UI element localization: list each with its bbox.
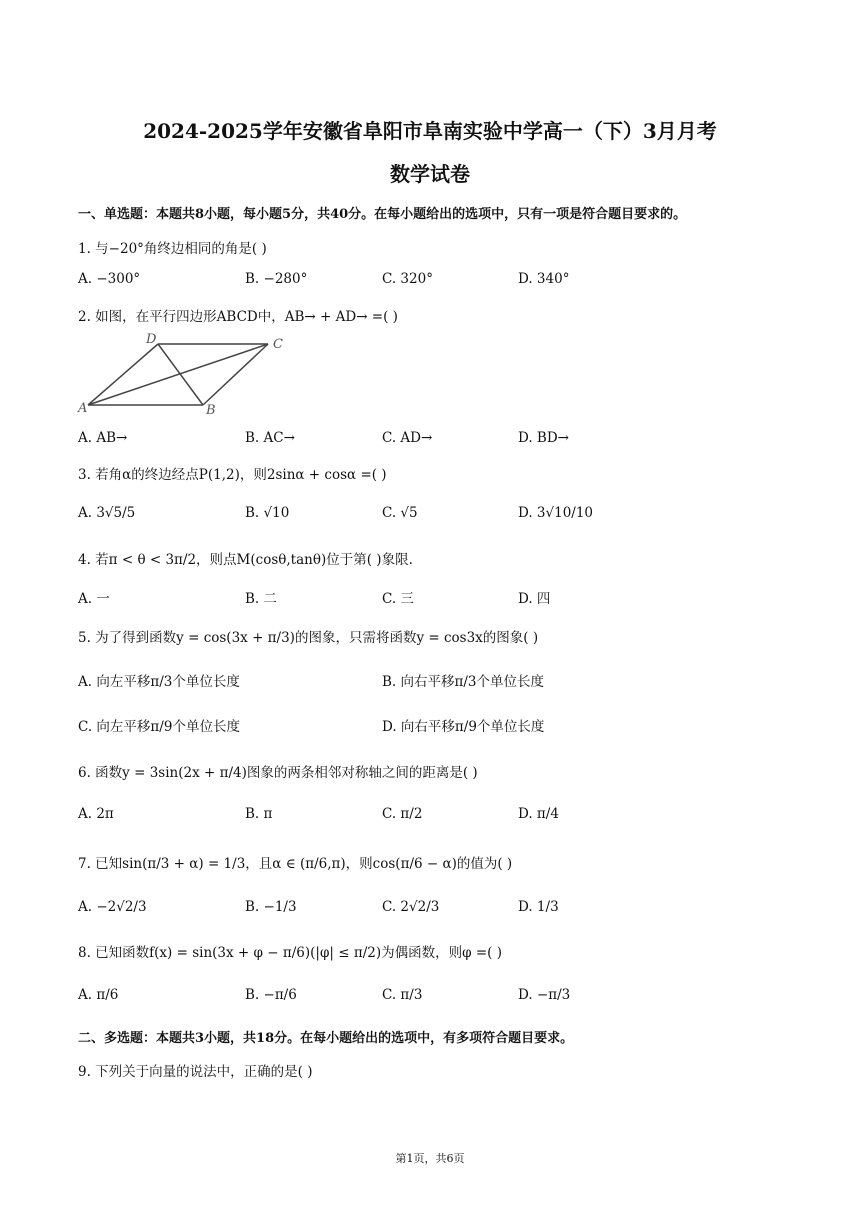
option-a: A. −300° — [78, 271, 141, 287]
vertex-label-a: A — [78, 401, 88, 416]
question-stem: 5. 为了得到函数y = cos(3x + π/3)的图象，只需将函数y = cos3x的图象( ) — [78, 630, 539, 646]
question-stem: 8. 已知函数f(x) = sin(3x + φ − π/6)(|φ| ≤ π/2)为偶函数，则φ =( ) — [78, 945, 503, 961]
option-b: B. −280° — [245, 271, 308, 287]
option-b: B. π — [245, 806, 273, 822]
option-d: D. −π/3 — [518, 987, 571, 1003]
option-a: A. −2√2/3 — [78, 899, 147, 915]
question-stem: 2. 如图，在平行四边形ABCD中，AB→ + AD→ =( ) — [78, 309, 398, 325]
option-b: B. −π/6 — [245, 987, 297, 1003]
vertex-label-d: D — [146, 332, 157, 347]
option-d: D. 340° — [518, 271, 570, 287]
option-b: B. −1/3 — [245, 899, 297, 915]
question-stem: 7. 已知sin(π/3 + α) = 1/3，且α ∈ (π/6,π)，则cos(π/6 − α)的值为( ) — [78, 856, 513, 872]
option-d: D. 四 — [518, 591, 551, 607]
option-a: A. 3√5/5 — [78, 505, 136, 521]
option-c: C. 320° — [382, 271, 433, 287]
option-b: B. 向右平移π/3个单位长度 — [382, 674, 545, 690]
option-d: D. 1/3 — [518, 899, 559, 915]
option-d: D. BD→ — [518, 430, 569, 446]
option-a: A. AB→ — [78, 430, 128, 446]
option-a: A. 一 — [78, 591, 110, 607]
page-subtitle: 数学试卷 — [390, 162, 470, 186]
option-d: D. π/4 — [518, 806, 559, 822]
option-b: B. √10 — [245, 505, 290, 521]
question-stem: 1. 与−20°角终边相同的角是( ) — [78, 241, 267, 257]
option-b: B. 二 — [245, 591, 278, 607]
page-number: 第1页，共6页 — [395, 1152, 465, 1165]
question-stem: 9. 下列关于向量的说法中，正确的是( ) — [78, 1064, 313, 1080]
option-a: A. 向左平移π/3个单位长度 — [78, 674, 240, 690]
option-b: B. AC→ — [245, 430, 295, 446]
section-heading-multiple-choice: 二、多选题：本题共3小题，共18分。在每小题给出的选项中，有多项符合题目要求。 — [78, 1031, 574, 1046]
option-c: C. 2√2/3 — [382, 899, 440, 915]
question-stem: 4. 若π < θ < 3π/2，则点M(cosθ,tanθ)位于第( )象限. — [78, 552, 413, 568]
question-stem: 6. 函数y = 3sin(2x + π/4)图象的两条相邻对称轴之间的距离是( ) — [78, 765, 478, 781]
parallelogram-figure — [76, 332, 296, 418]
question-stem: 3. 若角α的终边经点P(1,2)，则2sinα + cosα =( ) — [78, 467, 387, 483]
section-heading-single-choice: 一、单选题：本题共8小题，每小题5分，共40分。在每小题给出的选项中，只有一项是符合题目要求的。 — [78, 207, 687, 222]
option-c: C. 向左平移π/9个单位长度 — [78, 719, 240, 735]
option-d: D. 向右平移π/9个单位长度 — [382, 719, 545, 735]
page-title: 2024-2025学年安徽省阜阳市阜南实验中学高一（下）3月月考 — [143, 119, 717, 143]
option-d: D. 3√10/10 — [518, 505, 594, 521]
option-a: A. π/6 — [78, 987, 119, 1003]
option-c: C. π/3 — [382, 987, 423, 1003]
option-a: A. 2π — [78, 806, 114, 822]
option-c: C. 三 — [382, 591, 414, 607]
vertex-label-b: B — [206, 403, 216, 418]
option-c: C. √5 — [382, 505, 418, 521]
option-c: C. AD→ — [382, 430, 433, 446]
vertex-label-c: C — [273, 337, 283, 352]
option-c: C. π/2 — [382, 806, 423, 822]
